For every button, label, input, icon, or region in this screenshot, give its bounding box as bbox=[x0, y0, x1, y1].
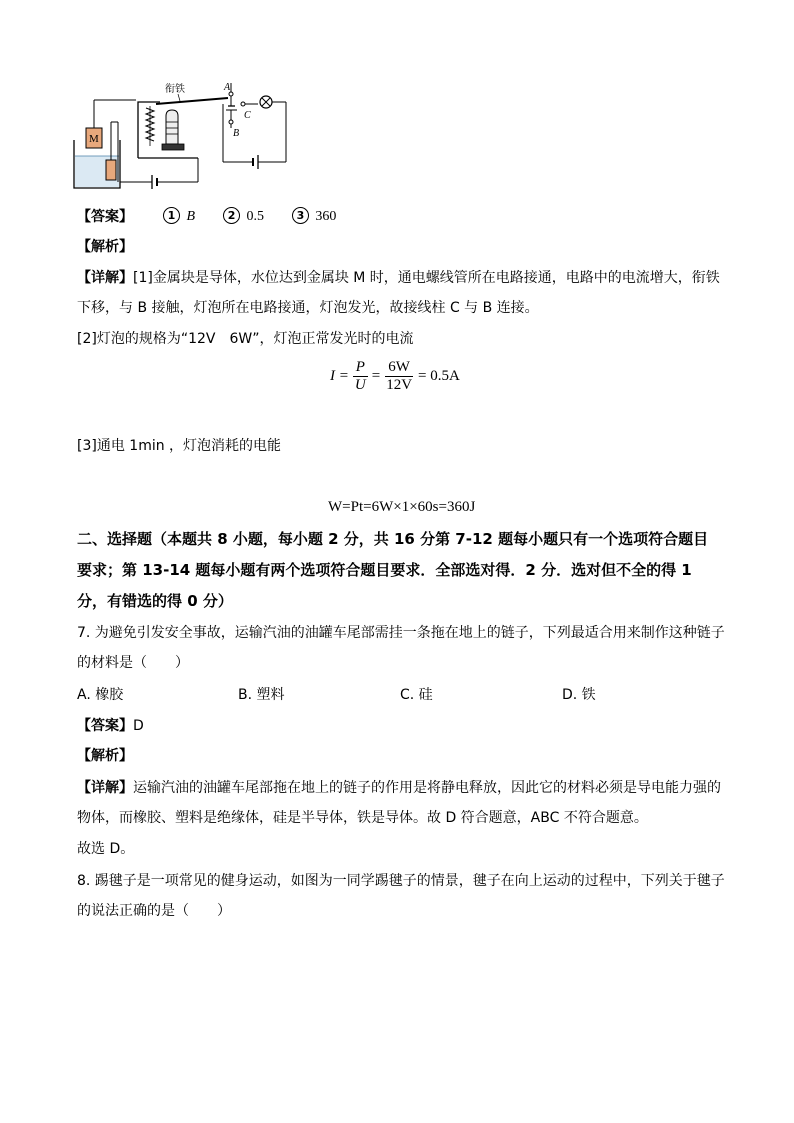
option-b: B. 塑料 bbox=[238, 687, 285, 703]
svg-text:衔铁: 衔铁 bbox=[165, 84, 185, 95]
armature-bar bbox=[156, 98, 228, 104]
detail-1-line-4: [3]通电 1min ，灯泡消耗的电能 bbox=[77, 438, 282, 454]
svg-text:M: M bbox=[89, 133, 99, 145]
formula-current: I = $\frac{P}{U}$ = $\frac{6W}{12V}$ = 0.5A bbox=[330, 358, 460, 393]
answer-7: 【答案】D bbox=[77, 718, 144, 734]
analysis-7-label: 【解析】 bbox=[77, 748, 133, 764]
option-a: A. 橡胶 bbox=[77, 687, 124, 703]
svg-text:B: B bbox=[233, 128, 240, 139]
detail-7-line-2: 物体，而橡胶、塑料是绝缘体，硅是半导体，铁是导体。故 D 符合题意，ABC 不符合题意。 bbox=[77, 810, 648, 826]
section-2-heading-line-3: 分，有错选的得 0 分） bbox=[77, 592, 233, 610]
answer-item-1: 1 B bbox=[163, 206, 195, 227]
circuit-diagram bbox=[68, 78, 293, 194]
answer-item-3: 3 360 bbox=[292, 206, 336, 227]
detail-1-line-1: 【详解】[1]金属块是导体，水位达到金属块 M 时，通电螺线管所在电路接通，电路中的电流增大，衔铁 bbox=[77, 270, 720, 286]
formula-energy: W=Pt=6W×1×60s=360J bbox=[328, 499, 476, 515]
fraction-6w-over-12v: $\frac{6W}{12V}$ bbox=[386, 358, 413, 393]
question-8-line-2: 的说法正确的是（ ） bbox=[77, 903, 231, 919]
question-7-line-1: 7. 为避免引发安全事故，运输汽油的油罐车尾部需挂一条拖在地上的链子，下列最适合用来制作这种链子 bbox=[77, 625, 725, 641]
analysis-label: 【解析】 bbox=[77, 239, 133, 255]
circled-number: 2 bbox=[223, 207, 240, 224]
svg-text:C: C bbox=[244, 110, 251, 121]
section-2-heading-line-1: 二、选择题（本题共 8 小题，每小题 2 分，共 16 分第 7-12 题每小题只有一个选项符合题目 bbox=[77, 530, 709, 548]
lower-block bbox=[106, 160, 116, 180]
detail-1-line-3: [2]灯泡的规格为“12V 6W”，灯泡正常发光时的电流 bbox=[77, 331, 414, 347]
section-2-heading-line-2: 要求；第 13-14 题每小题有两个选项符合题目要求．全部选对得．2 分．选对但不全的得 1 bbox=[77, 561, 692, 579]
option-d: D. 铁 bbox=[562, 687, 596, 703]
question-8-line-1: 8. 踢毽子是一项常见的健身运动，如图为一同学踢毽子的情景，毽子在向上运动的过程中，下列关于毽子 bbox=[77, 873, 725, 889]
answer-label: 【答案】 bbox=[77, 208, 133, 225]
circled-number: 1 bbox=[163, 207, 180, 224]
detail-1-line-2: 下移，与 B 接触，灯泡所在电路接通，灯泡发光，故接线柱 C 与 B 连接。 bbox=[77, 300, 539, 316]
svg-text:A: A bbox=[224, 82, 231, 93]
detail-7-line-1: 【详解】运输汽油的油罐车尾部拖在地上的链子的作用是将静电释放，因此它的材料必须是导电能力强的 bbox=[77, 780, 721, 796]
detail-7-line-3: 故选 D。 bbox=[77, 841, 135, 857]
answer-item-2: 2 0.5 bbox=[223, 206, 264, 227]
electromagnet-core bbox=[166, 110, 178, 144]
answer-1 bbox=[77, 206, 336, 227]
fraction-p-over-u: $\frac{P}{U}$ bbox=[352, 359, 369, 394]
circled-number: 3 bbox=[292, 207, 309, 224]
question-7-line-2: 的材料是（ ） bbox=[77, 655, 189, 671]
option-c: C. 硅 bbox=[400, 687, 433, 703]
